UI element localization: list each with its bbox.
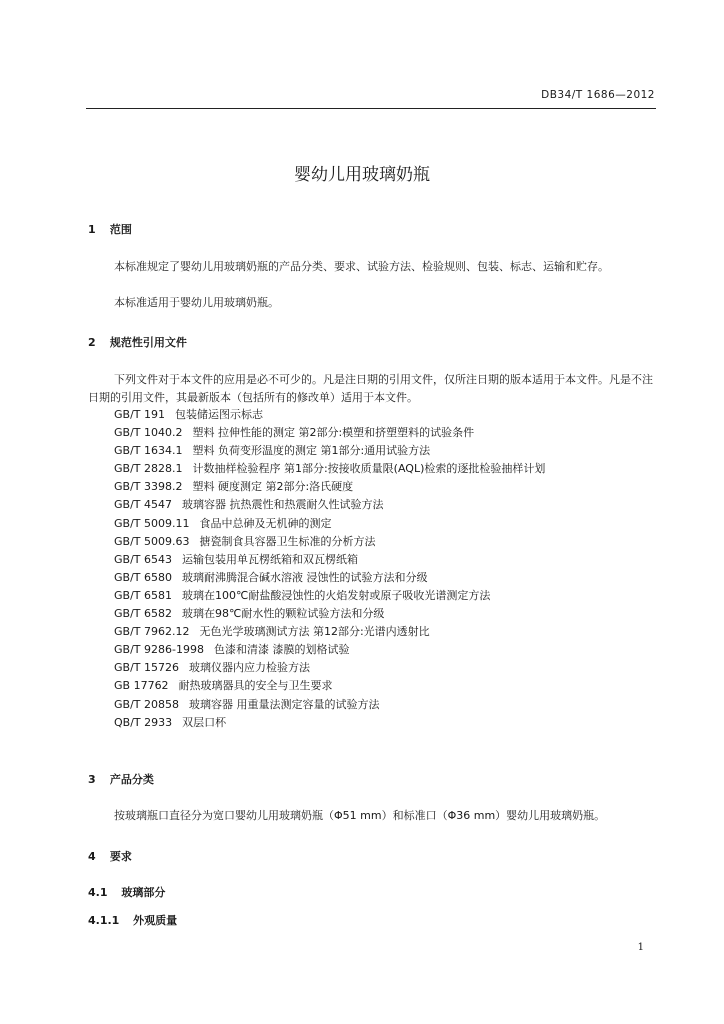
section-heading-requirements <box>88 848 132 864</box>
reference-item <box>114 587 545 605</box>
reference-title: 玻璃在100℃耐盐酸浸蚀性的火焰发射或原子吸收光谱测定方法 <box>182 588 491 602</box>
reference-title: 运输包装用单瓦楞纸箱和双瓦楞纸箱 <box>182 552 358 566</box>
reference-list <box>114 406 545 732</box>
standard-number: DB34/T 1686—2012 <box>541 89 655 101</box>
section-heading-classification <box>88 771 154 787</box>
reference-title: 玻璃耐沸腾混合碱水溶液 浸蚀性的试验方法和分级 <box>182 570 428 584</box>
reference-code: GB/T 4547 <box>114 498 172 512</box>
reference-title: 包装储运图示标志 <box>175 408 263 421</box>
section-number: 2 <box>88 336 96 349</box>
reference-code: GB/T 6543 <box>114 552 172 566</box>
reference-code: GB/T 1040.2 <box>114 426 183 440</box>
reference-item <box>114 623 545 641</box>
reference-item <box>114 533 545 551</box>
reference-code: GB/T 3398.2 <box>114 480 183 494</box>
reference-code: GB 17762 <box>114 679 169 693</box>
reference-title: 塑料 硬度测定 第2部分:洛氏硬度 <box>192 480 354 494</box>
subsection-title: 外观质量 <box>133 914 178 927</box>
reference-item <box>114 659 545 677</box>
section-title: 要求 <box>109 850 132 863</box>
header-rule <box>86 108 656 109</box>
subsection-title: 玻璃部分 <box>121 886 166 899</box>
subsection-number: 4.1.1 <box>88 914 120 927</box>
reference-code: GB/T 6581 <box>114 588 172 602</box>
section-number: 3 <box>88 773 96 786</box>
reference-code: GB/T 6582 <box>114 607 172 621</box>
section-heading-scope <box>88 221 132 237</box>
reference-item <box>114 478 545 496</box>
reference-title: 玻璃容器 抗热震性和热震耐久性试验方法 <box>182 498 384 512</box>
reference-title: 塑料 负荷变形温度的测定 第1部分:通用试验方法 <box>192 444 431 458</box>
section-title: 范围 <box>109 223 132 236</box>
reference-item <box>114 569 545 587</box>
reference-item <box>114 406 545 424</box>
section-title: 规范性引用文件 <box>109 336 187 349</box>
reference-title: 计数抽样检验程序 第1部分:按接收质量限(AQL)检索的逐批检验抽样计划 <box>192 462 546 476</box>
section-heading-normative-refs <box>88 334 187 350</box>
reference-item <box>114 605 545 623</box>
reference-title: 无色光学玻璃测试方法 第12部分:光谱内透射比 <box>199 625 430 639</box>
reference-item <box>114 424 545 442</box>
reference-code: GB/T 9286-1998 <box>114 643 204 657</box>
reference-code: GB/T 6580 <box>114 570 172 584</box>
scope-paragraph: 本标准规定了婴幼儿用玻璃奶瓶的产品分类、要求、试验方法、检验规则、包装、标志、运输和贮存。 <box>114 260 609 273</box>
reference-title: 搪瓷制食具容器卫生标准的分析方法 <box>199 534 376 548</box>
reference-title: 食品中总砷及无机砷的测定 <box>199 516 332 530</box>
reference-item <box>114 696 545 714</box>
scope-applicability: 本标准适用于婴幼儿用玻璃奶瓶。 <box>114 296 279 309</box>
reference-item <box>114 515 545 533</box>
subsection-heading-glass <box>88 884 165 900</box>
page-number: 1 <box>637 942 644 953</box>
reference-title: 双层口杯 <box>182 715 227 729</box>
reference-item <box>114 641 545 659</box>
normative-refs-intro: 下列文件对于本文件的应用是必不可少的。凡是注日期的引用文件，仅所注日期的版本适用于本文件。凡是不注日期的引用文件，其最新版本（包括所有的修改单）适用于本文件。 <box>88 373 653 404</box>
reference-title: 耐热玻璃器具的安全与卫生要求 <box>178 679 333 693</box>
reference-code: GB/T 5009.11 <box>114 516 190 530</box>
reference-item <box>114 551 545 569</box>
reference-code: GB/T 20858 <box>114 697 179 711</box>
section-number: 4 <box>88 850 96 863</box>
document-title: 婴幼儿用玻璃奶瓶 <box>294 165 430 185</box>
reference-title: 玻璃仪器内应力检验方法 <box>189 661 310 675</box>
reference-code: GB/T 2828.1 <box>114 462 183 476</box>
reference-code: GB/T 1634.1 <box>114 444 183 458</box>
reference-code: GB/T 5009.63 <box>114 534 190 548</box>
reference-title: 塑料 拉伸性能的测定 第2部分:模塑和挤塑塑料的试验条件 <box>192 426 475 440</box>
reference-code: GB/T 191 <box>114 408 165 421</box>
reference-title: 玻璃在98℃耐水性的颗粒试验方法和分级 <box>182 607 385 621</box>
reference-code: QB/T 2933 <box>114 715 173 729</box>
section-title: 产品分类 <box>109 773 154 786</box>
reference-title: 色漆和清漆 漆膜的划格试验 <box>213 643 350 657</box>
reference-item <box>114 460 545 478</box>
reference-code: GB/T 15726 <box>114 661 179 675</box>
reference-item <box>114 442 545 460</box>
reference-item <box>114 677 545 695</box>
reference-item <box>114 714 545 732</box>
reference-item <box>114 496 545 514</box>
classification-text: 按玻璃瓶口直径分为宽口婴幼儿用玻璃奶瓶（Φ51 mm）和标准口（Φ36 mm）婴幼儿用玻璃奶瓶。 <box>114 809 606 822</box>
subsection-number: 4.1 <box>88 886 108 899</box>
section-number: 1 <box>88 223 96 236</box>
reference-title: 玻璃容器 用重量法测定容量的试验方法 <box>189 697 380 711</box>
reference-code: GB/T 7962.12 <box>114 625 190 639</box>
subsection-heading-appearance <box>88 912 177 928</box>
